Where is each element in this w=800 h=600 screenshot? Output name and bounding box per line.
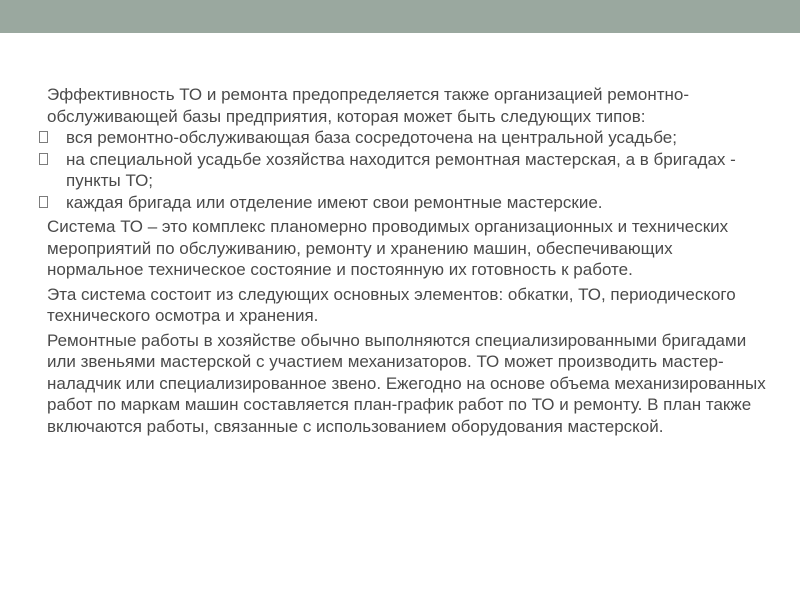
bullet-item: [39, 127, 767, 149]
intro-paragraph: Эффективность ТО и ремонта предопределяется также организацией ремонтно-обслуживающей базы предприятия, которая может быть следующих типов:: [47, 85, 689, 126]
bullet-text: на специальной усадьбе хозяйства находится ремонтная мастерская, а в бригадах - пункты ТО;: [66, 149, 736, 190]
paragraph-to-system-definition: Система ТО – это комплекс планомерно проводимых организационных и технических мероприятий по обслуживанию, ремонту и хранению машин, обеспечивающих нормальное техническое состояние и постоянную их готовность к работе.: [47, 217, 729, 279]
slide-body: [47, 84, 767, 437]
bullet-text: каждая бригада или отделение имеют свои ремонтные мастерские.: [66, 192, 603, 212]
bullet-item: [39, 149, 767, 192]
paragraph-system-elements: Эта система состоит из следующих основных элементов: обкатки, ТО, периодического технического осмотра и хранения.: [47, 284, 736, 325]
square-bullet-icon: [39, 196, 48, 208]
bullet-text: вся ремонтно-обслуживающая база сосредоточена на центральной усадьбе;: [66, 128, 677, 147]
slide-header-bar: [0, 0, 800, 33]
paragraph-repair-works: Ремонтные работы в хозяйстве обычно выполняются специализированными бригадами или звеньями мастерской с участием механизаторов. ТО может производить мастер-наладчик или специализированное звено. Ежегодно на основе объема механизированных работ по маркам машин составляется план-график работ по ТО и ремонту. В план также включаются работы, связанные с использованием оборудования мастерской.: [47, 330, 766, 436]
square-bullet-icon: [39, 153, 48, 165]
bullet-list: [47, 127, 767, 213]
square-bullet-icon: [39, 131, 48, 143]
bullet-item: [39, 192, 767, 214]
